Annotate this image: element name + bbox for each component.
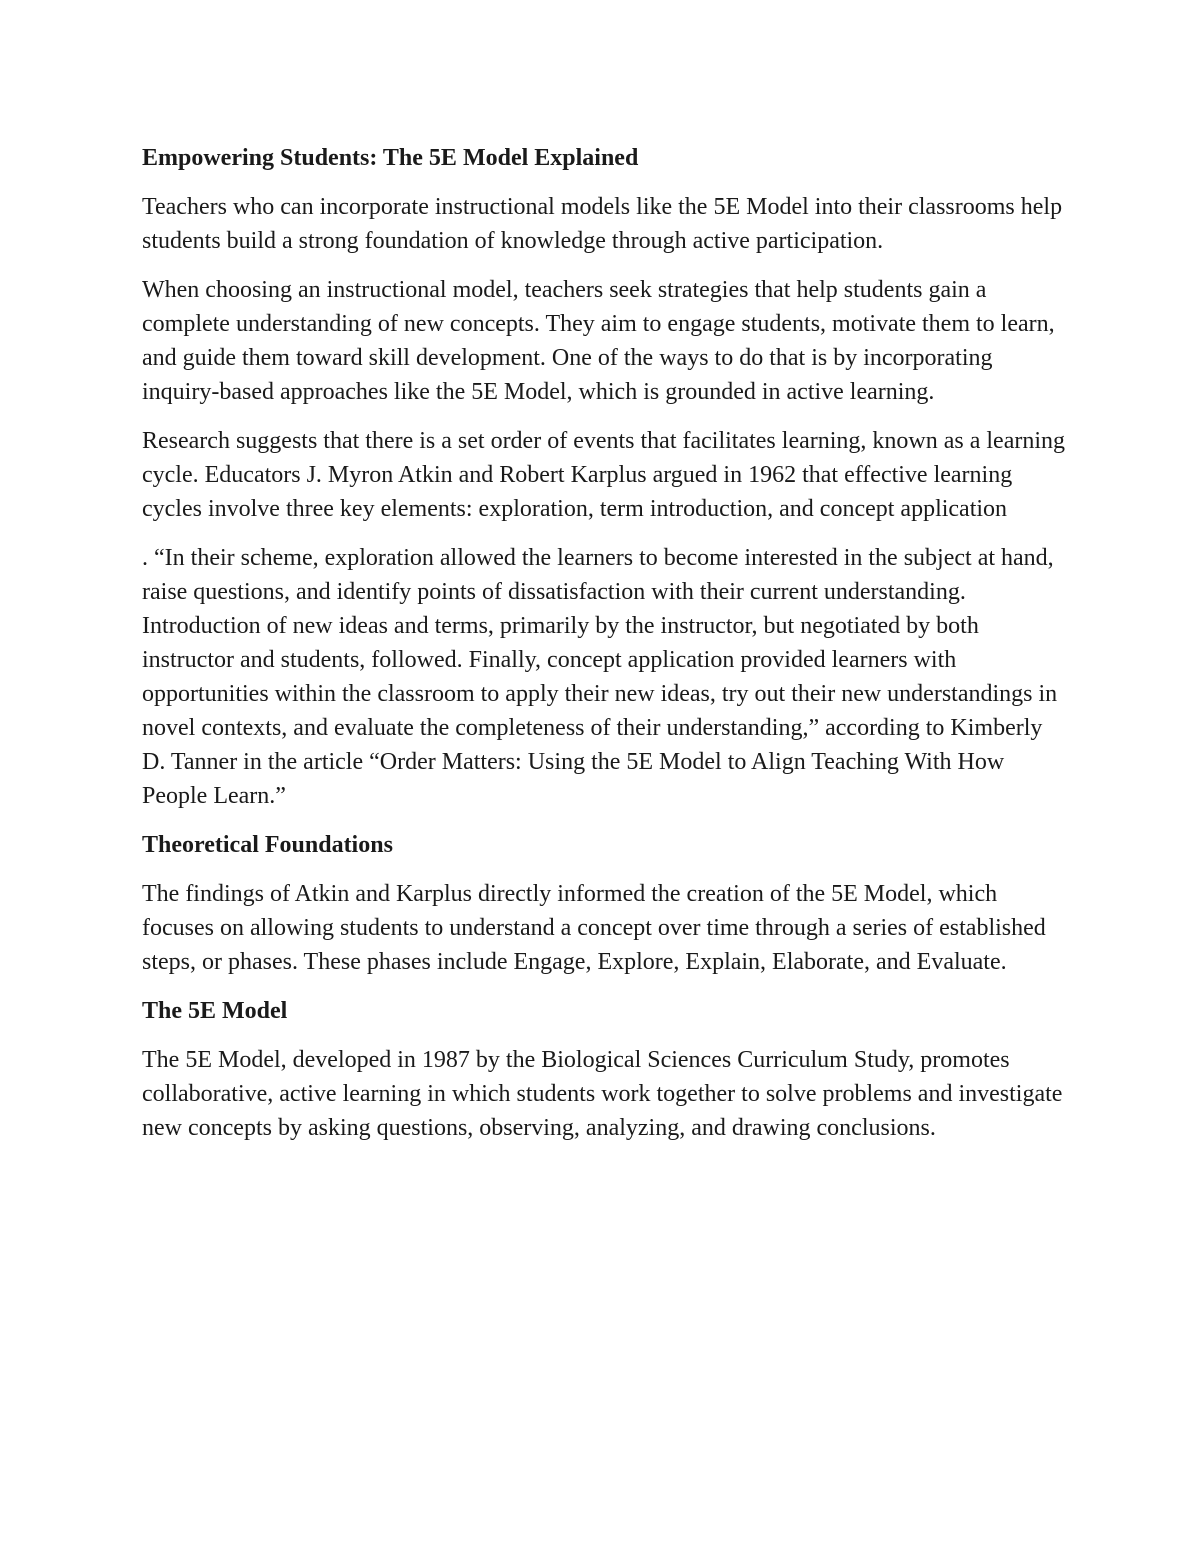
- quote-paragraph: . “In their scheme, exploration allowed the learners to become interested in the subject at hand, raise questions, and identify points of dissatisfaction with their current understanding. Introduction of new ideas and terms, primarily by the instructor, but negotiated by both instructor and students, followed. Finally, concept application provided learners with opportunities within the classroom to apply their new ideas, try out their new understandings in novel contexts, and evaluate the completeness of their understanding,” according to Kimberly D. Tanner in the article “Order Matters: Using the 5E Model to Align Teaching With How People Learn.”: [142, 545, 1058, 809]
- 5e-model-heading: The 5E Model: [142, 998, 288, 1024]
- theoretical-foundations-paragraph: The findings of Atkin and Karplus directly informed the creation of the 5E Model, which focuses on allowing students to understand a concept over time through a series of established steps, or phases. These phases include Engage, Explore, Explain, Elaborate, and Evaluate.: [142, 881, 1046, 975]
- document-body: [142, 141, 1067, 1160]
- intro-paragraph: Teachers who can incorporate instructional models like the 5E Model into their classrooms help students build a strong foundation of knowledge through active participation.: [142, 194, 1063, 254]
- document-title: Empowering Students: The 5E Model Explained: [142, 145, 639, 171]
- 5e-model-paragraph: The 5E Model, developed in 1987 by the Biological Sciences Curriculum Study, promotes collaborative, active learning in which students work together to solve problems and investigate new concepts by asking questions, observing, analyzing, and drawing conclusions.: [142, 1047, 1063, 1141]
- theoretical-foundations-heading: Theoretical Foundations: [142, 832, 393, 858]
- instructional-model-paragraph: When choosing an instructional model, teachers seek strategies that help students gain a complete understanding of new concepts. They aim to engage students, motivate them to learn, and guide them toward skill development. One of the ways to do that is by incorporating inquiry-based approaches like the 5E Model, which is grounded in active learning.: [142, 277, 1055, 405]
- learning-cycle-paragraph: Research suggests that there is a set order of events that facilitates learning, known as a learning cycle. Educators J. Myron Atkin and Robert Karplus argued in 1962 that effective learning cycles involve three key elements: exploration, term introduction, and concept application: [142, 428, 1066, 522]
